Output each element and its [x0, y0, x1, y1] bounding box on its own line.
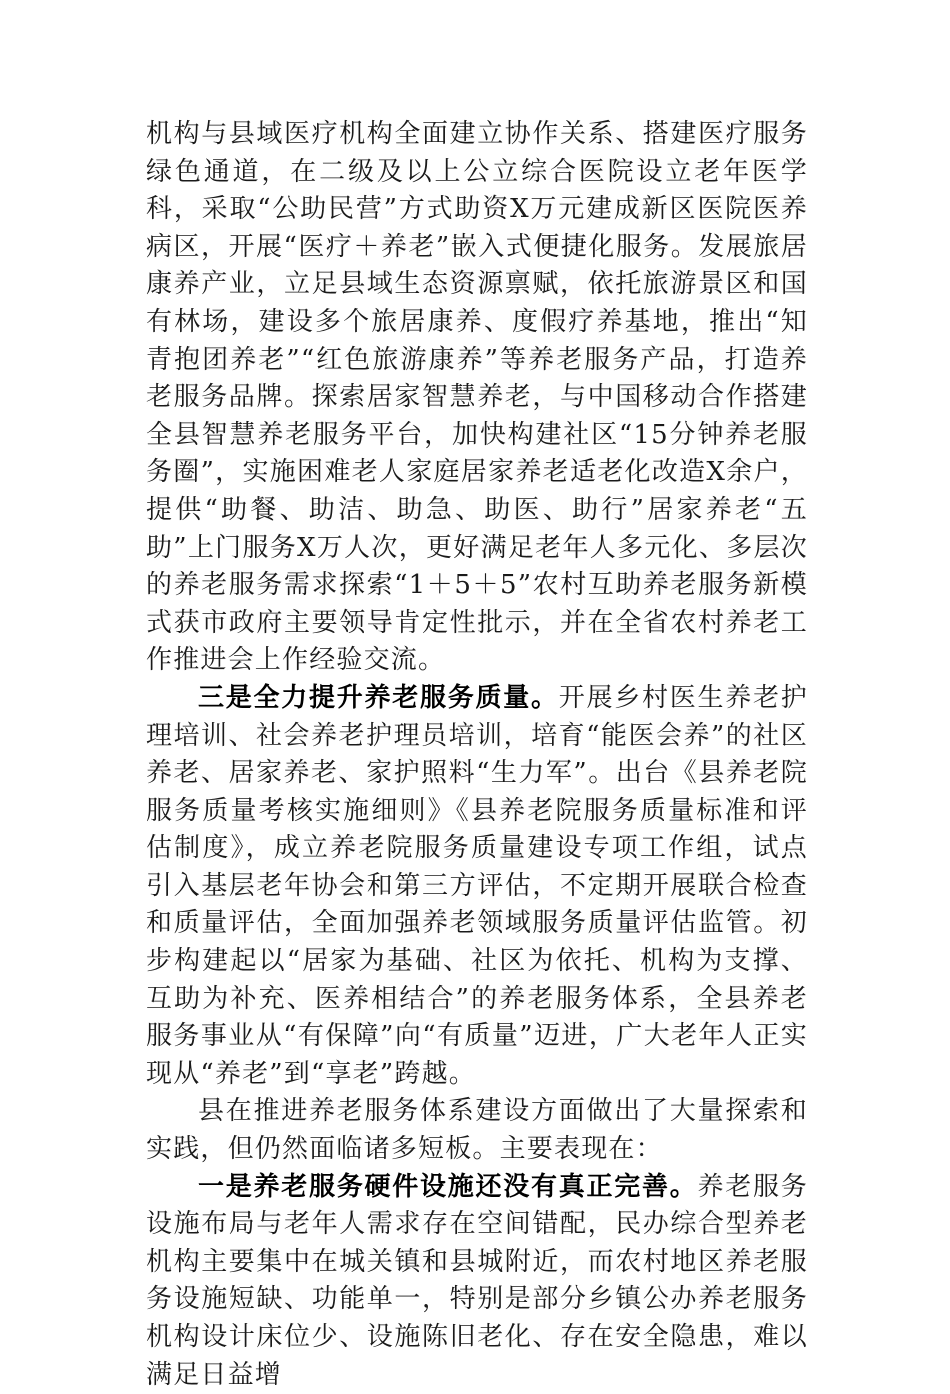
paragraph-text: 开展乡村医生养老护理培训、社会养老护理员培训，培育“能医会养”的社区养老、居家养老、家护照料“生力军”。出台《县养老院服务质量考核实施细则》《县养老院服务质量标准和评估制度》，成立养老院服务质量建设专项工作组，试点引入基层老年协会和第三方评估，不定期开展联合检查和质量评估，全面加强养老领域服务质量评估监管。初步构建起以“居家为基础、社区为依托、机构为支撑、互助为补充、医养相结合”的养老服务体系，全县养老服务事业从“有保障”向“有质量”迈进，广大老年人正实现从“养老”到“享老”跨越。: [146, 682, 808, 1089]
paragraph-continuation: [146, 116, 808, 680]
paragraph-text: 养老服务设施布局与老年人需求存在空间错配，民办综合型养老机构主要集中在城关镇和县城附近，而农村地区养老服务设施短缺、功能单一，特别是部分乡镇公办养老服务机构设计床位少、设施陈旧老化、存在安全隐患，难以满足日益增: [146, 1171, 808, 1390]
paragraph-shortcomings-intro: [146, 1093, 808, 1168]
document-body: [146, 116, 808, 1394]
paragraph-heading: 一是养老服务硬件设施还没有真正完善。: [198, 1171, 698, 1202]
paragraph-heading: 三是全力提升养老服务质量。: [198, 682, 559, 713]
paragraph-text: 机构与县域医疗机构全面建立协作关系、搭建医疗服务绿色通道，在二级及以上公立综合医院设立老年医学科，采取“公助民营”方式助资X万元建成新区医院医养病区，开展“医疗＋养老”嵌入式便捷化服务。发展旅居康养产业，立足县域生态资源禀赋，依托旅游景区和国有林场，建设多个旅居康养、度假疗养基地，推出“知青抱团养老”“红色旅游康养”等养老服务产品，打造养老服务品牌。探索居家智慧养老，与中国移动合作搭建全县智慧养老服务平台，加快构建社区“15分钟养老服务圈”，实施困难老人家庭居家养老适老化改造X余户，提供“助餐、助洁、助急、助医、助行”居家养老“五助”上门服务X万人次，更好满足老年人多元化、多层次的养老服务需求探索“1＋5＋5”农村互助养老服务新模式获市政府主要领导肯定性批示，并在全省农村养老工作推进会上作经验交流。: [146, 119, 808, 676]
paragraph-text: 县在推进养老服务体系建设方面做出了大量探索和实践，但仍然面临诸多短板。主要表现在：: [146, 1096, 808, 1165]
paragraph-service-quality: [146, 680, 808, 1094]
paragraph-hardware-facilities: [146, 1169, 808, 1394]
